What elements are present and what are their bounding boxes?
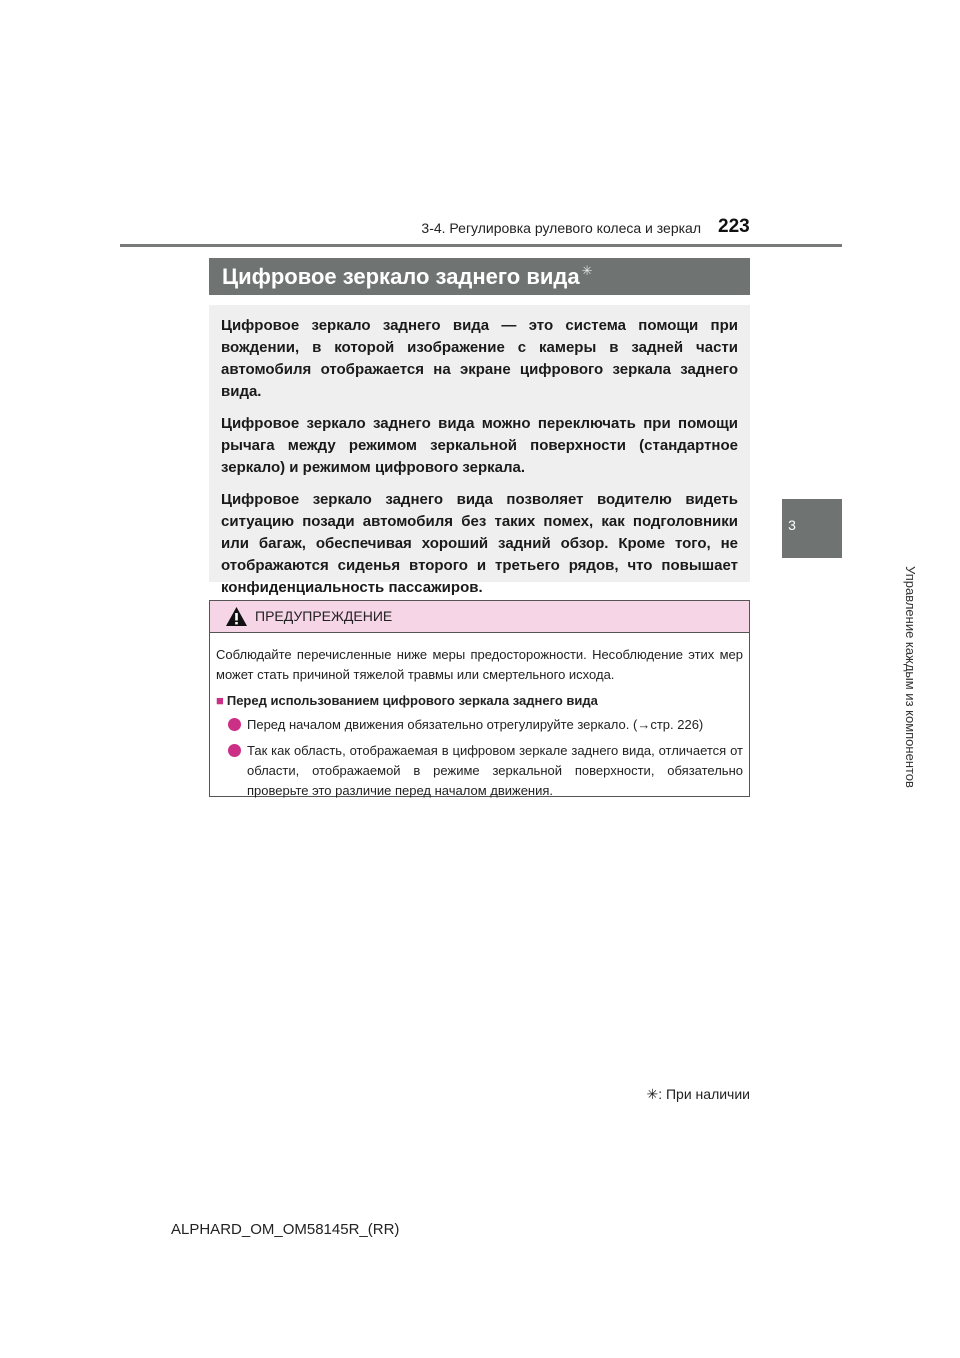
header-rule (120, 244, 842, 247)
section-title (222, 263, 593, 290)
warning-intro: Соблюдайте перечисленные ниже меры предосторожности. Несоблюдение этих мер может стать причиной тяжелой травмы или смертельного исхода. (216, 647, 743, 682)
warning-header (210, 601, 749, 633)
intro-box (209, 305, 750, 596)
section-title-text: Цифровое зеркало заднего вида (222, 264, 580, 289)
warning-bullet (228, 715, 743, 735)
warning-box (209, 600, 750, 797)
round-bullet-icon (228, 718, 241, 731)
warning-subheading (216, 691, 743, 711)
chapter-tab[interactable] (782, 499, 842, 558)
square-bullet-icon: ■ (216, 693, 224, 708)
chapter-number: 3 (788, 517, 796, 533)
section-title-bar (209, 258, 750, 295)
warning-bullet (228, 741, 743, 801)
warning-bullet-text: Перед началом движения обязательно отрегулируйте зеркало. (→стр. 226) (247, 717, 704, 732)
warning-subheading-text: Перед использованием цифрового зеркала заднего вида (226, 693, 598, 708)
warning-bullet-text: Так как область, отображаемая в цифровом зеркале заднего вида, отличается от области, отображаемой в режиме зеркальной поверхности, обязательно проверьте это различие перед началом движения. (247, 743, 743, 798)
warning-triangle-icon (225, 606, 248, 627)
page-number: 223 (718, 216, 750, 237)
intro-paragraph: Цифровое зеркало заднего вида — это система помощи при вождении, в которой изображение с камеры в задней части автомобиля отображается на экране цифрового зеркала заднего вида. (221, 317, 738, 400)
round-bullet-icon (228, 744, 241, 757)
warning-body (210, 633, 749, 801)
chapter-title-vertical: Управление каждым из компонентов (903, 566, 918, 788)
document-code: ALPHARD_OM_OM58145R_(RR) (171, 1221, 400, 1238)
warning-title: ПРЕДУПРЕЖДЕНИЕ (255, 608, 393, 624)
intro-paragraph: Цифровое зеркало заднего вида можно переключать при помощи рычага между режимом зеркальной поверхности (стандартное зеркало) и режимом цифрового зеркала. (221, 415, 738, 476)
footnote: ✳: При наличии (646, 1086, 750, 1102)
section-breadcrumb: 3-4. Регулировка рулевого колеса и зеркал (421, 220, 701, 236)
availability-mark: ✳ (581, 263, 593, 278)
intro-paragraph: Цифровое зеркало заднего вида позволяет водителю видеть ситуацию позади автомобиля без таких помех, как подголовники или багаж, обеспечивая хороший задний обзор. Кроме того, не отображаются сиденья второго и третьего рядов, что повышает конфиденциальность пассажиров. (221, 491, 738, 596)
